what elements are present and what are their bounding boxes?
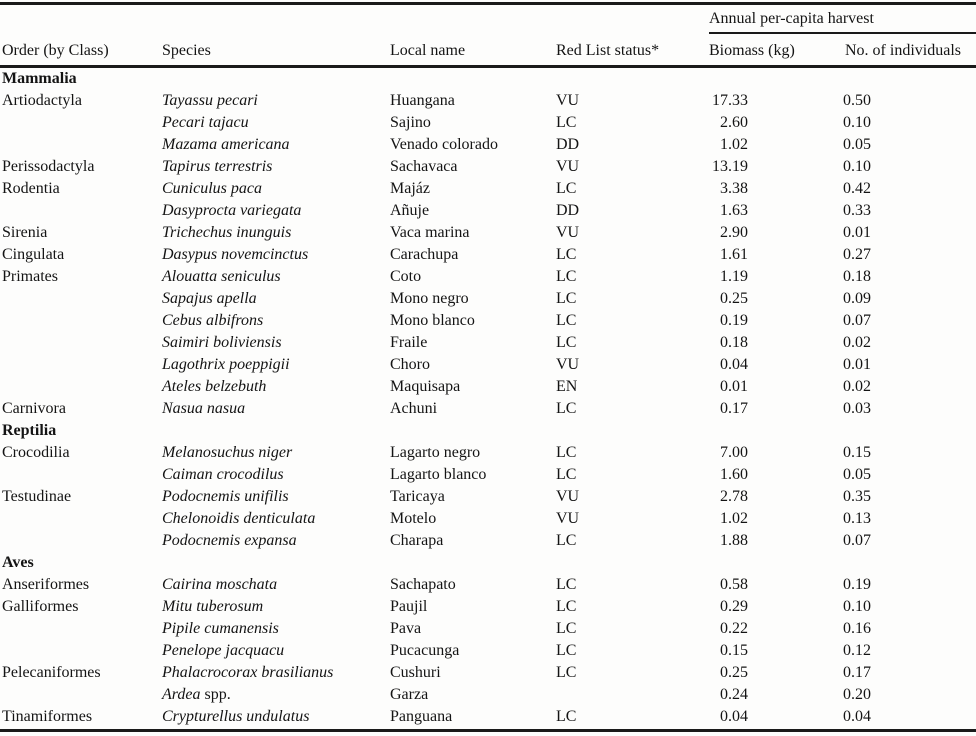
biomass-cell: 13.19: [712, 158, 748, 176]
individuals-cell: 0.10: [843, 158, 871, 176]
species-row: [0, 112, 976, 134]
species-row: [0, 288, 976, 310]
species-cell: [162, 574, 390, 596]
biomass-cell: 1.88: [720, 532, 748, 550]
species-cell: [162, 68, 390, 90]
bottom-rule: [0, 729, 976, 732]
species-cell: [162, 442, 390, 464]
individuals-cell: 0.27: [843, 246, 871, 264]
order-cell: Cingulata: [2, 246, 65, 264]
species-cell: [162, 662, 390, 684]
order-cell: [2, 112, 162, 134]
biomass-cell: 1.63: [720, 202, 748, 220]
column-header-species: Species: [162, 42, 211, 59]
species-name: Phalacrocorax brasilianus: [162, 664, 334, 682]
species-cell: [162, 508, 390, 530]
order-cell: [2, 508, 162, 530]
species-name: Lagothrix poeppigii: [162, 356, 290, 374]
order-cell: Galliformes: [2, 598, 79, 616]
order-cell: [2, 332, 162, 354]
order-cell: Perissodactyla: [2, 158, 95, 176]
species-name: Cuniculus paca: [162, 180, 262, 198]
individuals-cell: 0.10: [843, 598, 871, 616]
order-cell: [2, 530, 162, 552]
species-name: Podocnemis expansa: [162, 532, 297, 550]
species-name: Nasua nasua: [162, 400, 246, 418]
order-cell: Anseriformes: [2, 576, 90, 594]
individuals-cell: 0.35: [843, 488, 871, 506]
red-list-status-cell: VU: [556, 510, 580, 528]
red-list-status-cell: VU: [556, 158, 580, 176]
species-cell: [162, 530, 390, 552]
species-name: Cairina moschata: [162, 576, 278, 594]
species-row: [0, 266, 976, 288]
red-list-status-cell: DD: [556, 202, 580, 220]
order-cell: [2, 376, 162, 398]
biomass-cell: 2.60: [720, 114, 748, 132]
biomass-cell: 17.33: [712, 92, 748, 110]
individuals-cell: 0.04: [843, 708, 871, 726]
red-list-status-cell: LC: [556, 312, 577, 330]
species-name: Penelope jacquacu: [162, 642, 285, 660]
species-cell: [162, 640, 390, 662]
species-name: Mitu tuberosum: [162, 598, 264, 616]
species-name: Pecari tajacu: [162, 114, 249, 132]
species-name: Ateles belzebuth: [162, 378, 267, 396]
species-name: Saimiri boliviensis: [162, 334, 282, 352]
species-row: [0, 706, 976, 728]
red-list-status-cell: [556, 552, 704, 574]
species-cell: [162, 706, 390, 728]
individuals-cell: 0.01: [843, 224, 871, 242]
biomass-cell: 0.58: [720, 576, 748, 594]
local-name-cell: Venado colorado: [390, 136, 498, 154]
biomass-cell: [704, 68, 748, 90]
species-cell: [162, 596, 390, 618]
species-cell: [162, 684, 390, 706]
local-name-cell: Choro: [390, 356, 430, 374]
harvest-group-underline: [709, 32, 976, 34]
red-list-status-cell: [556, 68, 704, 90]
column-header-biomass: Biomass (kg): [709, 42, 795, 59]
order-cell: [2, 310, 162, 332]
biomass-cell: 2.90: [720, 224, 748, 242]
order-cell: Mammalia: [2, 70, 77, 87]
local-name-cell: Paujil: [390, 598, 428, 616]
red-list-status-cell: [556, 420, 704, 442]
species-cell: [162, 398, 390, 420]
local-name-cell: Sajino: [390, 114, 431, 132]
biomass-cell: 1.02: [720, 136, 748, 154]
red-list-status-cell: LC: [556, 532, 577, 550]
local-name-cell: [390, 68, 556, 90]
local-name-cell: Garza: [390, 686, 429, 704]
species-name: Crypturellus undulatus: [162, 708, 310, 726]
species-cell: [162, 552, 390, 574]
individuals-cell: 0.01: [843, 356, 871, 374]
biomass-cell: 0.01: [720, 378, 748, 396]
order-cell: Rodentia: [2, 180, 60, 198]
species-cell: [162, 200, 390, 222]
species-cell: [162, 310, 390, 332]
species-row: [0, 200, 976, 222]
biomass-cell: 0.17: [720, 400, 748, 418]
column-header-red-list: Red List status*: [556, 42, 660, 59]
biomass-cell: 1.60: [720, 466, 748, 484]
local-name-cell: Motelo: [390, 510, 437, 528]
order-cell: [2, 200, 162, 222]
red-list-status-cell: LC: [556, 576, 577, 594]
red-list-status-cell: VU: [556, 92, 580, 110]
red-list-status-cell: [556, 684, 704, 706]
species-row: [0, 574, 976, 596]
individuals-cell: 0.33: [843, 202, 871, 220]
local-name-cell: Panguana: [390, 708, 453, 726]
order-cell: [2, 618, 162, 640]
individuals-cell: 0.50: [843, 92, 871, 110]
species-cell: [162, 266, 390, 288]
order-cell: Testudinae: [2, 488, 72, 506]
species-row: [0, 354, 976, 376]
order-cell: Sirenia: [2, 224, 48, 242]
species-row: [0, 90, 976, 112]
local-name-cell: Carachupa: [390, 246, 459, 264]
local-name-cell: Pava: [390, 620, 422, 638]
harvest-group-header: Annual per-capita harvest: [709, 10, 874, 27]
local-name-cell: Majáz: [390, 180, 430, 198]
red-list-status-cell: VU: [556, 224, 580, 242]
local-name-cell: Sachavaca: [390, 158, 458, 176]
red-list-status-cell: LC: [556, 246, 577, 264]
individuals-cell: 0.19: [843, 576, 871, 594]
species-row: [0, 442, 976, 464]
biomass-cell: 7.00: [720, 444, 748, 462]
species-cell: [162, 134, 390, 156]
individuals-cell: 0.02: [843, 334, 871, 352]
biomass-cell: 0.25: [720, 290, 748, 308]
local-name-cell: [390, 420, 556, 442]
red-list-status-cell: LC: [556, 444, 577, 462]
red-list-status-cell: LC: [556, 180, 577, 198]
local-name-cell: Vaca marina: [390, 224, 470, 242]
species-row: [0, 332, 976, 354]
class-section-row: [0, 552, 976, 574]
species-cell: [162, 90, 390, 112]
red-list-status-cell: LC: [556, 708, 577, 726]
local-name-cell: Añuje: [390, 202, 430, 220]
species-row: [0, 310, 976, 332]
species-cell: [162, 244, 390, 266]
species-name: Tayassu pecari: [162, 92, 258, 110]
biomass-cell: 0.15: [720, 642, 748, 660]
individuals-cell: 0.10: [843, 114, 871, 132]
species-suffix: spp.: [200, 686, 231, 704]
local-name-cell: Huangana: [390, 92, 455, 110]
individuals-cell: 0.09: [843, 290, 871, 308]
order-cell: Carnivora: [2, 400, 66, 418]
red-list-status-cell: VU: [556, 356, 580, 374]
biomass-cell: 0.18: [720, 334, 748, 352]
species-cell: [162, 486, 390, 508]
local-name-cell: Mono blanco: [390, 312, 475, 330]
species-cell: [162, 156, 390, 178]
individuals-cell: 0.15: [843, 444, 871, 462]
species-name: Caiman crocodilus: [162, 466, 284, 484]
species-name: Podocnemis unifilis: [162, 488, 289, 506]
species-row: [0, 156, 976, 178]
order-cell: Reptilia: [2, 422, 57, 440]
local-name-cell: Lagarto negro: [390, 444, 481, 462]
species-row: [0, 618, 976, 640]
species-name: Alouatta seniculus: [162, 268, 281, 286]
species-name: Sapajus apella: [162, 290, 257, 308]
column-header-order: Order (by Class): [2, 42, 109, 59]
species-cell: [162, 464, 390, 486]
red-list-status-cell: LC: [556, 620, 577, 638]
local-name-cell: Charapa: [390, 532, 444, 550]
individuals-cell: 0.18: [843, 268, 871, 286]
red-list-status-cell: LC: [556, 598, 577, 616]
species-row: [0, 376, 976, 398]
red-list-status-cell: LC: [556, 114, 577, 132]
species-cell: [162, 420, 390, 442]
local-name-cell: Fraile: [390, 334, 428, 352]
order-cell: [2, 354, 162, 376]
local-name-cell: Cushuri: [390, 664, 441, 682]
biomass-cell: 2.78: [720, 488, 748, 506]
red-list-status-cell: LC: [556, 466, 577, 484]
biomass-cell: 0.22: [720, 620, 748, 638]
individuals-cell: 0.03: [843, 400, 871, 418]
local-name-cell: Pucacunga: [390, 642, 460, 660]
order-cell: Tinamiformes: [2, 708, 93, 726]
red-list-status-cell: LC: [556, 642, 577, 660]
column-header-individuals: No. of individuals: [845, 42, 961, 59]
order-cell: Crocodilia: [2, 444, 70, 462]
biomass-cell: 0.24: [720, 686, 748, 704]
individuals-cell: 0.07: [843, 532, 871, 550]
order-cell: Pelecaniformes: [2, 664, 101, 682]
individuals-cell: 0.05: [843, 136, 871, 154]
biomass-cell: 0.29: [720, 598, 748, 616]
biomass-cell: 0.04: [720, 356, 748, 374]
local-name-cell: Mono negro: [390, 290, 469, 308]
biomass-cell: 1.61: [720, 246, 748, 264]
species-name: Chelonoidis denticulata: [162, 510, 316, 528]
species-name: Melanosuchus niger: [162, 444, 293, 462]
local-name-cell: Taricaya: [390, 488, 445, 506]
species-name: Dasyprocta variegata: [162, 202, 302, 220]
species-row: [0, 134, 976, 156]
individuals-cell: 0.17: [843, 664, 871, 682]
species-cell: [162, 332, 390, 354]
biomass-cell: [704, 420, 748, 442]
biomass-cell: 3.38: [720, 180, 748, 198]
species-row: [0, 464, 976, 486]
individuals-cell: 0.20: [843, 686, 871, 704]
column-header-row: [0, 40, 976, 62]
species-cell: [162, 178, 390, 200]
species-row: [0, 596, 976, 618]
species-row: [0, 684, 976, 706]
order-cell: Primates: [2, 268, 58, 286]
species-name: Trichechus inunguis: [162, 224, 292, 242]
red-list-status-cell: LC: [556, 290, 577, 308]
red-list-status-cell: LC: [556, 334, 577, 352]
species-row: [0, 178, 976, 200]
column-header-local-name: Local name: [390, 42, 466, 59]
species-cell: [162, 354, 390, 376]
top-rule: [0, 2, 976, 5]
species-row: [0, 486, 976, 508]
species-row: [0, 530, 976, 552]
individuals-cell: 0.05: [843, 466, 871, 484]
species-cell: [162, 112, 390, 134]
red-list-status-cell: LC: [556, 664, 577, 682]
species-name: Cebus albifrons: [162, 312, 264, 330]
class-section-row: [0, 420, 976, 442]
individuals-cell: 0.16: [843, 620, 871, 638]
individuals-cell: 0.07: [843, 312, 871, 330]
species-name: Ardea: [162, 686, 201, 704]
order-cell: [2, 640, 162, 662]
local-name-cell: Achuni: [390, 400, 438, 418]
local-name-cell: Coto: [390, 268, 422, 286]
biomass-cell: [704, 552, 748, 574]
species-row: [0, 244, 976, 266]
species-row: [0, 222, 976, 244]
biomass-cell: 1.02: [720, 510, 748, 528]
red-list-status-cell: VU: [556, 488, 580, 506]
species-cell: [162, 288, 390, 310]
local-name-cell: [390, 552, 556, 574]
species-row: [0, 508, 976, 530]
individuals-cell: 0.02: [843, 378, 871, 396]
individuals-cell: 0.13: [843, 510, 871, 528]
species-name: Pipile cumanensis: [162, 620, 279, 638]
species-cell: [162, 222, 390, 244]
species-row: [0, 398, 976, 420]
table-body: [0, 68, 976, 728]
biomass-cell: 1.19: [720, 268, 748, 286]
order-cell: [2, 684, 162, 706]
biomass-cell: 0.25: [720, 664, 748, 682]
individuals-cell: 0.42: [843, 180, 871, 198]
biomass-cell: 0.19: [720, 312, 748, 330]
biomass-cell: 0.04: [720, 708, 748, 726]
order-cell: [2, 464, 162, 486]
order-cell: [2, 288, 162, 310]
local-name-cell: Maquisapa: [390, 378, 461, 396]
red-list-status-cell: LC: [556, 400, 577, 418]
species-cell: [162, 618, 390, 640]
local-name-cell: Sachapato: [390, 576, 456, 594]
red-list-status-cell: DD: [556, 136, 580, 154]
species-name: Tapirus terrestris: [162, 158, 273, 176]
order-cell: Artiodactyla: [2, 92, 82, 110]
species-name: Dasypus novemcinctus: [162, 246, 309, 264]
species-cell: [162, 376, 390, 398]
order-cell: [2, 134, 162, 156]
individuals-cell: 0.12: [843, 642, 871, 660]
class-section-row: [0, 68, 976, 90]
red-list-status-cell: LC: [556, 268, 577, 286]
species-row: [0, 640, 976, 662]
red-list-status-cell: EN: [556, 378, 578, 396]
species-name: Mazama americana: [162, 136, 290, 154]
species-row: [0, 662, 976, 684]
local-name-cell: Lagarto blanco: [390, 466, 487, 484]
order-cell: Aves: [2, 554, 34, 572]
